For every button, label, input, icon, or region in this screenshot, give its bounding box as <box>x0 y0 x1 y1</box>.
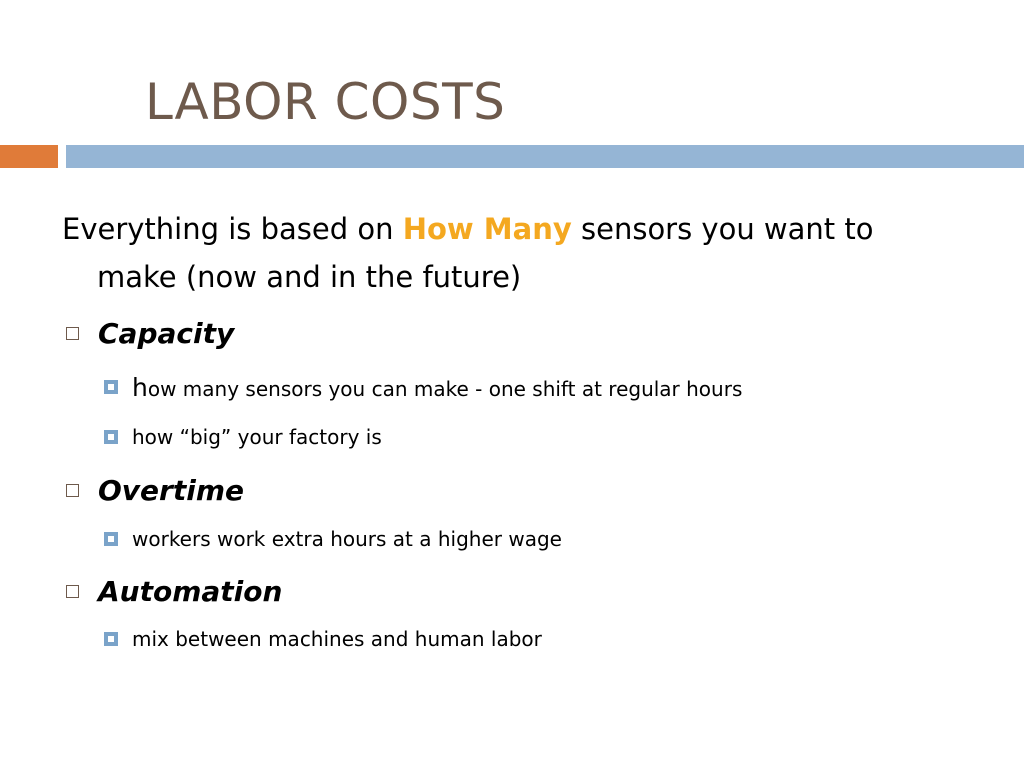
sub-bullet-capacity-1-rest: ow many sensors you can make - one shift at regular hours <box>147 376 743 401</box>
square-bullet-icon <box>104 430 118 444</box>
sub-bullet-capacity-1 <box>104 372 742 402</box>
bullet-automation-label: Automation <box>98 574 283 608</box>
intro-highlight: How Many <box>402 212 572 246</box>
square-bullet-icon <box>104 632 118 646</box>
accent-bar-blue <box>66 145 1024 168</box>
intro-text-after: sensors you want to <box>571 212 874 246</box>
bullet-capacity <box>62 313 234 353</box>
bullet-automation <box>62 571 282 611</box>
square-bullet-icon <box>104 532 118 546</box>
sub-bullet-overtime-1-text: workers work extra hours at a higher wage <box>132 527 562 551</box>
sub-bullet-automation-1 <box>104 624 542 654</box>
bullet-capacity-label: Capacity <box>98 316 235 350</box>
square-bullet-icon <box>104 380 118 394</box>
sub-bullet-capacity-2 <box>104 422 382 452</box>
intro-text-before: Everything is based on <box>62 212 403 246</box>
slide-title: LABOR COSTS <box>145 73 506 131</box>
sub-bullet-capacity-1-text <box>132 373 742 402</box>
hollow-square-icon <box>66 585 79 598</box>
intro-text-line2: make (now and in the future) <box>97 260 522 294</box>
accent-bar-orange <box>0 145 58 168</box>
sub-bullet-automation-1-text: mix between machines and human labor <box>132 627 542 651</box>
sub-bullet-capacity-2-text: how “big” your factory is <box>132 425 382 449</box>
hollow-square-icon <box>66 484 79 497</box>
bullet-overtime <box>62 470 244 510</box>
sub-bullet-overtime-1 <box>104 524 562 554</box>
intro-paragraph <box>62 205 962 301</box>
sub-bullet-capacity-1-first-letter: h <box>132 372 148 402</box>
bullet-overtime-label: Overtime <box>98 473 245 507</box>
hollow-square-icon <box>66 327 79 340</box>
